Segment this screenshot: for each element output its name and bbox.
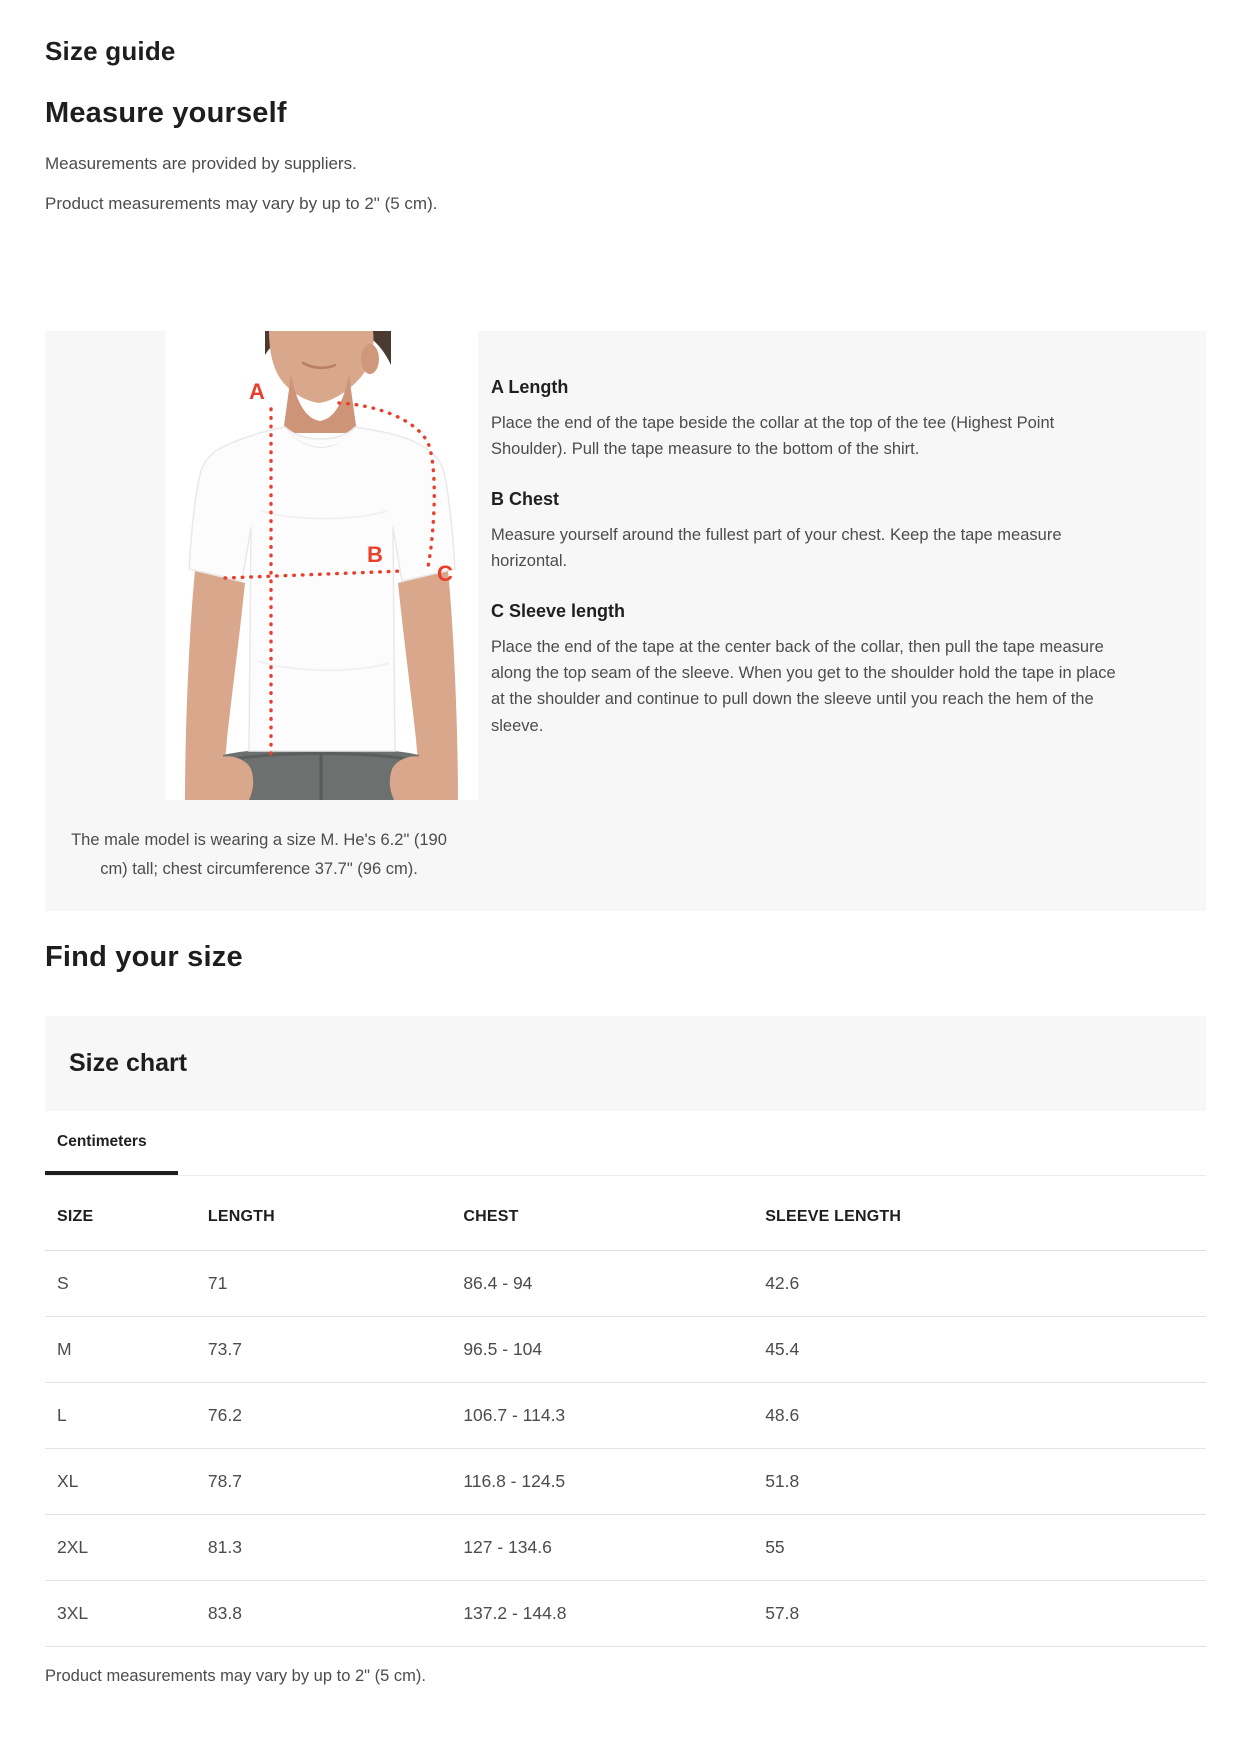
table-footnote: Product measurements may vary by up to 2" (5 cm). [45,1667,426,1685]
cell-sleeve: 48.6 [753,1383,1206,1449]
instruction-chest-label: B Chest [491,488,560,509]
cell-size: S [45,1251,196,1317]
table-row [45,1449,1206,1515]
instruction-sleeve-label: C Sleeve length [491,600,626,621]
size-chart-banner [45,1016,1206,1111]
measure-panel [45,331,1206,911]
instruction-length [491,377,1125,463]
marker-b: B [367,542,383,567]
cell-chest: 86.4 - 94 [451,1251,753,1317]
size-chart-table [45,1176,1206,1647]
model-caption: The male model is wearing a size M. He's 6.2" (190 cm) tall; chest circumference 37.7" (96 cm). [71,831,447,878]
cell-length: 71 [196,1251,451,1317]
cell-sleeve: 42.6 [753,1251,1206,1317]
variance-note: Product measurements may vary by up to 2" (5 cm). [45,194,438,213]
cell-chest: 96.5 - 104 [451,1317,753,1383]
instruction-chest-text: Measure yourself around the fullest part of your chest. Keep the tape measure horizontal. [491,525,1062,571]
table-row [45,1581,1206,1647]
ear [361,344,379,374]
unit-tabs [45,1111,1206,1176]
marker-a: A [249,379,265,404]
model-measurement-figure [165,331,478,800]
cell-length: 76.2 [196,1383,451,1449]
instruction-sleeve-text: Place the end of the tape at the center back of the collar, then pull the tape measure along the top seam of the sleeve. When you get to the shoulder hold the tape in place at the shoulder and continue to pull down the sleeve until you reach the hem of the sleeve. [491,637,1116,735]
column-header-chest: CHEST [451,1176,753,1251]
table-row [45,1383,1206,1449]
cell-length: 73.7 [196,1317,451,1383]
marker-c: C [437,561,453,586]
cell-sleeve: 45.4 [753,1317,1206,1383]
cell-sleeve: 57.8 [753,1581,1206,1647]
column-header-size: SIZE [45,1176,196,1251]
instruction-sleeve [491,601,1125,740]
cell-size: L [45,1383,196,1449]
cell-size: M [45,1317,196,1383]
cell-size: 3XL [45,1581,196,1647]
cell-chest: 137.2 - 144.8 [451,1581,753,1647]
model-photo [165,331,478,800]
cell-sleeve: 51.8 [753,1449,1206,1515]
cell-length: 81.3 [196,1515,451,1581]
table-row [45,1251,1206,1317]
cell-chest: 116.8 - 124.5 [451,1449,753,1515]
page-title: Size guide [45,36,176,66]
cell-size: XL [45,1449,196,1515]
table-row [45,1515,1206,1581]
measure-instructions [485,331,1145,911]
tab-centimeters[interactable]: Centimeters [45,1111,178,1175]
cell-chest: 106.7 - 114.3 [451,1383,753,1449]
size-chart-title: Size chart [69,1049,188,1077]
suppliers-note: Measurements are provided by suppliers. [45,154,357,173]
model-photo-column [45,331,485,911]
column-header-length: LENGTH [196,1176,451,1251]
instruction-length-label: A Length [491,377,569,397]
cell-length: 83.8 [196,1581,451,1647]
cell-length: 78.7 [196,1449,451,1515]
measure-yourself-heading: Measure yourself [45,97,287,129]
instruction-length-text: Place the end of the tape beside the collar at the top of the tee (Highest Point Shoulder). Pull the tape measure to the bottom of the shirt. [491,414,1055,459]
table-row [45,1317,1206,1383]
table-header-row [45,1176,1206,1251]
find-your-size-heading: Find your size [45,941,243,973]
cell-chest: 127 - 134.6 [451,1515,753,1581]
column-header-sleeve-length: SLEEVE LENGTH [753,1176,1206,1251]
cell-size: 2XL [45,1515,196,1581]
cell-sleeve: 55 [753,1515,1206,1581]
instruction-chest [491,489,1125,575]
